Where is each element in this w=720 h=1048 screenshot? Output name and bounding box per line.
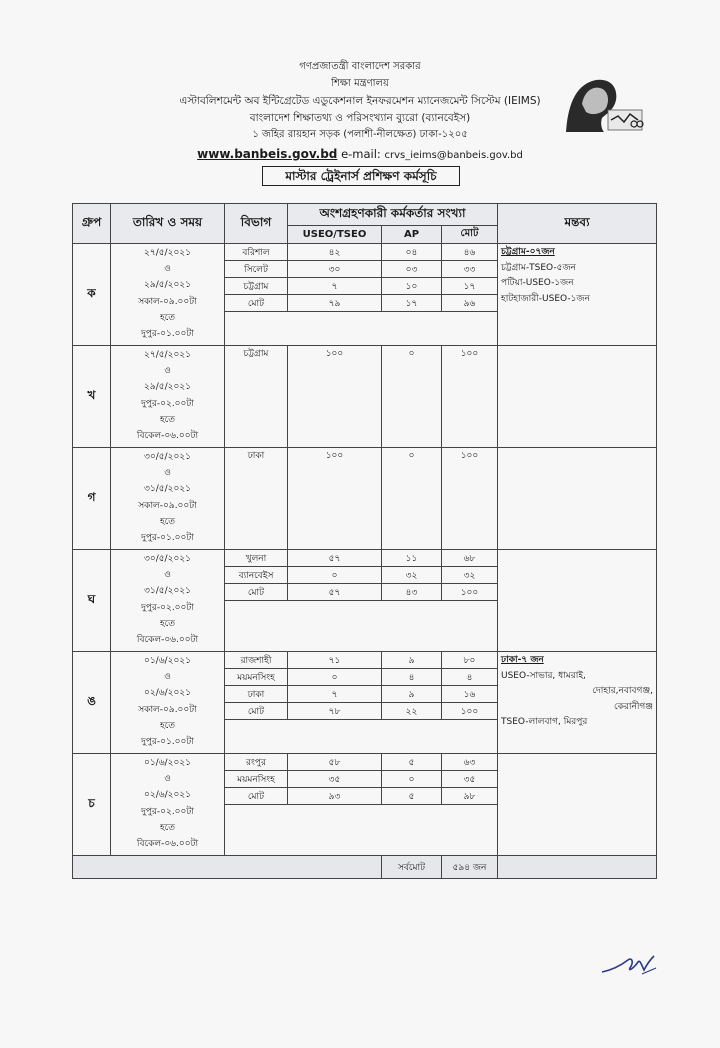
signature-icon — [598, 946, 662, 982]
empty-cell — [225, 839, 498, 856]
division-cell: মোট — [225, 788, 288, 805]
group-label: ক — [73, 244, 111, 346]
group-label: ঙ — [73, 652, 111, 754]
useo-tseo-cell: ০ — [288, 567, 382, 584]
group-label: চ — [73, 754, 111, 856]
empty-cell — [225, 329, 498, 346]
date-time-cell: ২৭/৫/২০২১ ও ২৯/৫/২০২১ সকাল-০৯.০০টা হতে দুপুর-০১.০০টা — [111, 244, 225, 346]
division-cell: সিলেট — [225, 261, 288, 278]
ap-cell: ২২ — [382, 703, 442, 720]
header-date-time: তারিখ ও সময় — [111, 204, 225, 244]
ap-cell: ০ — [382, 771, 442, 788]
header-officers: অংশগ্রহণকারী কর্মকর্তার সংখ্যা — [288, 204, 498, 226]
ap-cell: ৯ — [382, 652, 442, 669]
table-row — [73, 550, 657, 567]
useo-tseo-cell: ৭ — [288, 686, 382, 703]
useo-tseo-cell: ৭১ — [288, 652, 382, 669]
header-ministry: শিক্ষা মন্ত্রণালয় — [331, 78, 389, 89]
total-cell: ৪৬ — [442, 244, 498, 261]
group-label: খ — [73, 346, 111, 448]
group-label: ঘ — [73, 550, 111, 652]
division-cell: মোট — [225, 295, 288, 312]
date-time-cell: ২৭/৫/২০২১ ও ২৯/৫/২০২১ দুপুর-০২.০০টা হতে বিকেল-০৬.০০টা — [111, 346, 225, 448]
useo-tseo-cell: ৭ — [288, 278, 382, 295]
useo-tseo-cell: ৩৫ — [288, 771, 382, 788]
total-cell: ১০০ — [442, 703, 498, 720]
header-remarks: মন্তব্য — [498, 204, 657, 244]
empty-cell — [498, 856, 657, 879]
useo-tseo-cell: ৫৭ — [288, 584, 382, 601]
header-useo-tseo: USEO/TSEO — [288, 226, 382, 244]
remarks-cell — [498, 550, 657, 652]
mujib-100-logo-icon — [556, 74, 644, 134]
table-row — [73, 754, 657, 771]
division-cell: ময়মনসিংহ — [225, 669, 288, 686]
ap-cell: ৯ — [382, 686, 442, 703]
division-cell: ঢাকা — [225, 448, 288, 550]
division-cell: মোট — [225, 703, 288, 720]
division-cell: ঢাকা — [225, 686, 288, 703]
ap-cell: ০ — [382, 448, 442, 550]
website-link[interactable]: www.banbeis.gov.bd — [197, 147, 338, 161]
useo-tseo-cell: ৩০ — [288, 261, 382, 278]
empty-cell — [225, 805, 498, 822]
total-cell: ১৬ — [442, 686, 498, 703]
header-total: মোট — [442, 226, 498, 244]
group-label: গ — [73, 448, 111, 550]
date-time-cell: ০১/৬/২০২১ ও ০২/৬/২০২১ সকাল-০৯.০০টা হতে দুপুর-০১.০০টা — [111, 652, 225, 754]
ap-cell: ৩২ — [382, 567, 442, 584]
empty-cell — [225, 720, 498, 737]
grand-total-label: সর্বমোট — [382, 856, 442, 879]
ap-cell: ০৪ — [382, 244, 442, 261]
useo-tseo-cell: ৯৩ — [288, 788, 382, 805]
useo-tseo-cell: ৫৮ — [288, 754, 382, 771]
division-cell: বরিশাল — [225, 244, 288, 261]
useo-tseo-cell: ১০০ — [288, 448, 382, 550]
useo-tseo-cell: ৫৭ — [288, 550, 382, 567]
total-cell: ৯৬ — [442, 295, 498, 312]
total-cell: ১০০ — [442, 346, 498, 448]
remarks-cell: ঢাকা-৭ জন USEO-সাভার, ধামরাই, দোহার,নবাবগঞ্জ, কেরানীগঞ্জ TSEO-লালবাগ, মিরপুর — [498, 652, 657, 754]
useo-tseo-cell: ৭৮ — [288, 703, 382, 720]
header-division: বিভাগ — [225, 204, 288, 244]
header-bureau: বাংলাদেশ শিক্ষাতথ্য ও পরিসংখ্যান ব্যুরো (ব্যানবেইস) — [249, 112, 471, 124]
remarks-cell — [498, 346, 657, 448]
email-link[interactable]: crvs_ieims@banbeis.gov.bd — [384, 150, 523, 161]
empty-cell — [225, 737, 498, 754]
total-cell: ৩৫ — [442, 771, 498, 788]
total-cell: ১০০ — [442, 448, 498, 550]
ap-cell: ৫ — [382, 788, 442, 805]
page-title: মাস্টার ট্রেইনার্স প্রশিক্ষণ কর্মসূচি — [262, 166, 460, 186]
grand-total-value: ৫৯৪ জন — [442, 856, 498, 879]
empty-cell — [225, 618, 498, 635]
ap-cell: ৫ — [382, 754, 442, 771]
date-time-cell: ৩০/৫/২০২১ ও ৩১/৫/২০২১ দুপুর-০২.০০টা হতে বিকেল-০৬.০০টা — [111, 550, 225, 652]
division-cell: রাজশাহী — [225, 652, 288, 669]
division-cell: মোট — [225, 584, 288, 601]
useo-tseo-cell: ১০০ — [288, 346, 382, 448]
ap-cell: ৪৩ — [382, 584, 442, 601]
empty-cell — [73, 856, 382, 879]
table-row — [73, 244, 657, 261]
remarks-cell — [498, 448, 657, 550]
division-cell: খুলনা — [225, 550, 288, 567]
table-row — [73, 652, 657, 669]
total-cell: ৩২ — [442, 567, 498, 584]
table-row — [73, 448, 657, 465]
ap-cell: ৪ — [382, 669, 442, 686]
division-cell: রংপুর — [225, 754, 288, 771]
total-cell: ৪ — [442, 669, 498, 686]
total-cell: ১০০ — [442, 584, 498, 601]
useo-tseo-cell: ৪২ — [288, 244, 382, 261]
ap-cell: ১৭ — [382, 295, 442, 312]
total-cell: ৩৩ — [442, 261, 498, 278]
ap-cell: ০৩ — [382, 261, 442, 278]
remarks-cell: চট্টগ্রাম-০৭জন চট্টগ্রাম-TSEO-৫জন পটিয়া-USEO-১জন হাটহাজারী-USEO-১জন — [498, 244, 657, 346]
ap-cell: ১০ — [382, 278, 442, 295]
empty-cell — [225, 635, 498, 652]
useo-tseo-cell: ৭৯ — [288, 295, 382, 312]
email-label: e-mail: — [341, 147, 381, 161]
division-cell: চট্টগ্রাম — [225, 278, 288, 295]
ap-cell: ০ — [382, 346, 442, 448]
division-cell: ব্যানবেইস — [225, 567, 288, 584]
header-government: গণপ্রজাতন্ত্রী বাংলাদেশ সরকার — [299, 61, 421, 72]
table-row — [73, 346, 657, 363]
useo-tseo-cell: ০ — [288, 669, 382, 686]
total-cell: ৬৮ — [442, 550, 498, 567]
total-cell: ৯৮ — [442, 788, 498, 805]
division-cell: ময়মনসিংহ — [225, 771, 288, 788]
header-address: ১ জহির রায়হান সড়ক (পলাশী-নীলক্ষেত) ঢাকা-১২০৫ — [252, 129, 468, 140]
ap-cell: ১১ — [382, 550, 442, 567]
empty-cell — [225, 822, 498, 839]
empty-cell — [225, 601, 498, 618]
training-schedule-table — [72, 203, 657, 879]
total-cell: ১৭ — [442, 278, 498, 295]
header-group: গ্রুপ — [73, 204, 111, 244]
division-cell: চট্টগ্রাম — [225, 346, 288, 448]
total-cell: ৬৩ — [442, 754, 498, 771]
header-contact — [0, 148, 720, 161]
empty-cell — [225, 312, 498, 329]
header-ap: AP — [382, 226, 442, 244]
date-time-cell: ০১/৬/২০২১ ও ০২/৬/২০২১ দুপুর-০২.০০টা হতে বিকেল-০৬.০০টা — [111, 754, 225, 856]
grand-total-row — [73, 856, 657, 879]
total-cell: ৮০ — [442, 652, 498, 669]
date-time-cell: ৩০/৫/২০২১ ও ৩১/৫/২০২১ সকাল-০৯.০০টা হতে দুপুর-০১.০০টা — [111, 448, 225, 550]
header-project: এস্টাবলিশমেন্ট অব ইন্টিগ্রেটেড এডুকেশনাল ইনফরমেশন ম্যানেজমেন্ট সিস্টেম (IEIMS) — [179, 95, 541, 107]
remarks-cell — [498, 754, 657, 856]
